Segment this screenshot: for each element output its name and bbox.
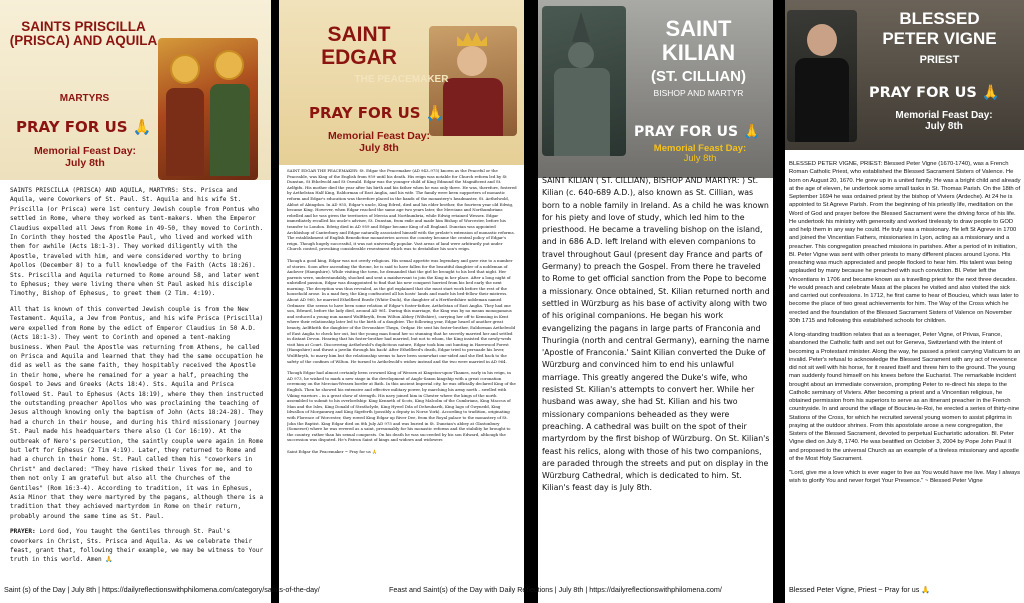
panel1-para1: SAINTS PRISCILLA (PRISCA) AND AQUILA, MARTYRS: Sts. Prisca and Aquila, were Coworkers of St. Paul. St. Aquila and his wife St. Priscilla (or Prisca) were 1st century Jewish couple from Pontus who settled in Rome, where they worked as tent-makers. When the Emperor Claudius expelled all Jews from Rome in 49-50, they moved to Corinth. In Corinth they hosted the Apostle Paul, who lived and worked with them for awhile (Acts 18:1-3). They worked diligently with the Apostle, traveled with him, and were considered worthy to bring Apollos (December 8) to a full knowledge of the Faith (Acts 18:26). Sts. Priscilla and Aquila returned to Rome around 58, and later went to Ephesus; they were living there when St Paul asked his disciple Timothy, Bishop of Ephesus, to greet them (2 Tim. 4:19). bbox=[10, 187, 264, 298]
panel3-title-line1: SAINT bbox=[665, 16, 732, 41]
hero-image-edgar bbox=[279, 0, 524, 165]
panel3-body bbox=[542, 175, 770, 580]
panel1-footer: Saint (s) of the Day | July 8th | https://dailyreflectionswithphilomena.com/category/saints-of-the-day/ bbox=[4, 585, 320, 594]
panel3-feast-line1: Memorial Feast Day: bbox=[653, 143, 747, 154]
panel1-feast-line2: July 8th bbox=[65, 156, 105, 169]
panel3-title-line3: (ST. CILLIAN) bbox=[651, 68, 746, 85]
panel-edgar bbox=[279, 0, 524, 582]
kilian-statue-image bbox=[542, 6, 626, 156]
panel3-feast-line2: July 8th bbox=[683, 153, 717, 165]
panel2-feast-line1: Memorial Feast Day: bbox=[327, 130, 431, 142]
panel2-para1: SAINT EDGAR THE PEACEMAKER: St. Edgar the Peacemaker (AD 943–975) known as the Peaceful or the Peaceable, was King of the English from 959 until his death. His reign was notable for Church reform led by St Dunstan, St Ethelwold and St Oswald. Edgar was the younger child of King Edmund the Magnificent and St. Aelfgifu. His mother died the year after his birth and his father when he was only three. He was, therefore, fostered by Aethelstan Half King, Ealdorman of East Anglia, and his wife. The family were keen supporters of monastic reform and Edgar's education was therefore placed in the hands of the monastery's headmaster, St. Aethelwold, Abbot of Abingdon. In AD 955, Edgar's uncle, King Edred, died and his elder brother, the fourteen year old Edwig, became King. However, when Edgar reached the same age two years later, the Mercians and Northumbrians rebelled and he was given the territories of Mercia and Northumbria, while Edwig retained Wessex. Edgar immediately recalled his uncle's adviser, St. Dunstan, from exile and made him Bishop of Worcester, before his transfer to London. Edwig died in AD 959 and Edgar became King of all England. Dunstan was appointed Archbishop of Canterbury and Edgar naturally associated himself with the prelate's extension of monastic reforms. The establishment of English Benedictine monasteries across the country became the central policy of Edgar's reign. Though hugely successful, it was not universally popular. Vast areas of land were arbitrarily put under Church control, provoking considerable resentment which was to destabilize his son's reign. bbox=[287, 168, 517, 252]
panel1-title: SAINTS PRISCILLA (PRISCA) AND AQUILA bbox=[9, 19, 158, 48]
panel4-subtitle: PRIEST bbox=[919, 54, 960, 66]
panel1-feast bbox=[10, 146, 160, 169]
hero-image-kilian bbox=[538, 0, 773, 178]
panel3-feast bbox=[630, 144, 770, 165]
panel2-para3: Though Edgar had almost certainly been crowned King of Wessex at Kingston-upon-Thames, early in his reign, in AD 973, he wished to mark a new stage in the development of Anglo-Saxon kingship with a great coronation ceremony on the Mercian-Wessex border at Bath. In this ancient Imperial city, he was officially declared King of the English. Then he showed his extensive and effective military power, by marching his army north – swelled with Viking warriors – in a great show of strength. His navy joined him in Chester where the kings of the north assembled to submit to his overlordship: King Kenneth of Scots, King Malcolm of the Cumbrians, King Maccus of Man and the Isles, King Donald of Strathclyde, King Hywel Dda of Deheubarth, King Iago of Gwynedd, King Idwallon of Morgannwg and King Sigeferth (possibly a deputy in Norse York). According to tradition, originating with Florence of Worcester, they rowed King Edgar up River Dee, from the Royal palace to the monastery of St. John the Baptist. King Edgar died on 8th July AD 975 and was buried in St. Dunstan's abbey at Glastonbury (Somerset) where he was revered as a saint, presumably for his monastic reforms and the stability he brought to the country, rather than his sexual conquests. On his death he was succeeded by his son Edward, although the succession was disputed. He's Patron Saint of kings and widows and widowers bbox=[287, 370, 516, 443]
panel3-title-line2: KILIAN bbox=[661, 40, 736, 65]
panel4-feast-line1: Memorial Feast Day: bbox=[895, 110, 993, 121]
panel4-pray: PRAY FOR US 🙏 bbox=[869, 85, 1000, 101]
panel4-para2: A long-standing tradition relates that as a teenager, Peter Vigne, of Privas, France, abandoned the Catholic faith and set out for Geneva, Switzerland with the intent of becoming a Protestant minister. Along the way, he passed a priest carrying Viaticum to an invalid. Peter's refusal to acknowledge the Blessed Sacrament with any act of reverence did not sit well with his horse, for it reared itself and threw him to the ground. The young man suddenly found himself on his knees before the Eucharist. The remarkable incident brought about an immediate conversion, prompting Peter to re-direct his steps to the Catholic seminary of Viviers. After becoming a priest and a Vincentian religious, he obtained permission from his superiors to serve as an itinerant preacher in the French countryside. In and around the village of Boucieu-le-Roi, he erected a series of thirty-nine Stations of the Cross, for which he recruited several young women to assist pilgrims in praying at the outdoor shrines. From this apostolate arose a new congregation, the Sisters of the Blessed Sacrament, devoted to perpetual Eucharistic adoration. Bl. Peter Vigne died on July 8, 1740. He was beatified on October 3, 2004 by Pope John Paul II and proposed to the universal Church as an example of a tireless missionary and apostle of the Most Holy Sacrament. bbox=[789, 332, 1021, 462]
panel3-para: SAINT KILIAN ( ST. CILLIAN), BISHOP AND MARTYR: ) St. Kilian (c. 640-689 A.D.), also known as St. Cillian, was born to a noble family in Ireland. As a child he was known for his piety and love of study, which led him to the priesthood. He became a traveling bishop on the island, and in 686 A.D. left Ireland with eleven companions to travel throughout Gaul (present day France and parts of Germany) to preach the Gospel. From there he traveled to Rome to get official sanction from the Pope to become a missionary. Once obtained, St. Kilian returned north and settled in Würzburg as his base of activity along with two of his original companions. He began his work evangelizing the pagans in large parts of Franconia and Thuringia (north and central Germany), earning the name 'Apostle of Franconia.' Saint Kilian converted the Duke of Würzburg and convinced him to end his unlawful marriage. This greatly angered the Duke's wife, who resisted St. Kilian's attempts to convert her. While her husband was away, she had St. Kilian and his two missionary companions beheaded as they were preaching. A cathedral was built on the spot of their martyrdom by the first bishop of Würzburg. On St. Kilian's feast his relics, along with those of his two companions, are paraded through the streets and put on display in the Würzburg Cathedral, which is dedicated to him. St. Kilian's feast day is July 8th. bbox=[542, 176, 770, 493]
panel1-feast-line1: Memorial Feast Day: bbox=[33, 145, 137, 157]
panel1-subtitle: MARTYRS bbox=[59, 93, 110, 104]
saints-icon-painting bbox=[158, 38, 258, 180]
panel-kilian bbox=[538, 0, 773, 582]
panel4-title-line1: BLESSED bbox=[899, 9, 980, 28]
panel4-title-line2: PETER VIGNE bbox=[882, 29, 997, 48]
panel1-para2: All that is known of this converted Jewish couple is from the New Testament. Aquila, a Jew from Pontus, and his wife Prisca (Priscilla) were expelled from Rome by the edict of Emperor Claudius in 50 A.D. (Acts 18:1-3). They went to Corinth and opened a tent-making business. When Paul the Apostle was returning from Athens, he called on Prisca and Aquila and learned that they had the same occupation he did as well as the same faith, they hospitably received the Apostle in their home, where he remained for a year a half, preaching the Gospel to Jews and Greeks (Acts 18:4). Sts. Aquila and Prisca followed St. Paul to Ephesus (Acts 18:19), where they then instructed the outstanding preacher Apollos who was proclaiming the teaching of Jesus although knowing only the baptism of John (Acts 18:24-28). They had a church in their house, and during his third missionary journey St. Paul made his headquarters there also (1 Cor 16:19). At the outbreak of Nero's persecution, the saintly couple were again in Rome but left for Ephesus (2 Tim 4:19). Later, they returned to Rome and had a church in their home. St. Paul called them his "coworkers in Christ" and declared: "They have risked their lives for me, and to them not only I am grateful but also all the Churches of the Gentiles" (Rom 16:3-4). According to tradition, it was in Ephesus, Asia Minor that they were martyred by the pagans, although there is a tradition that they achieved martyrdom in Rome on their return, probably around the same time as St. Paul. bbox=[10, 305, 264, 520]
panel2-title-line3: THE PEACEMAKER bbox=[354, 74, 449, 85]
panel2-closing: Saint Edgar the Peacemaker ~ Pray for us 🙏 bbox=[287, 448, 377, 454]
panel4-quote: "Lord, give me a love which is ever eager to live as You would have me live. May I always wish to glorify You and never forget Your Presence." ~ Blessed Peter Vigne bbox=[789, 470, 1021, 485]
panel4-feast bbox=[865, 110, 1023, 132]
panel1-prayer bbox=[10, 527, 266, 565]
divider-strip-3 bbox=[773, 0, 785, 603]
panel3-footer: Feast and Saint(s) of the Day with Daily Reflections | July 8th | https://dailyreflectionswithphilomena.com/ bbox=[389, 585, 722, 594]
panel-peter-vigne bbox=[785, 0, 1024, 582]
panel4-para1: BLESSED PETER VIGNE, PRIEST: Blessed Peter Vigne (1670-1740), was a French Roman Catholic Priest, who established the Blessed Sacrament Sisters of Valence. He born on August 20, 1670. He grew up in a united family. He was a bright child and already at the age of eleven, he undertook some small tasks in St. Thomas Parish. On the 18th of September 1694 he was ordained priest by the bishop of Viviers (Ardeche). At 24 he is appointed to St Agreve Parish. From the beginning of his priestly life, meditation on the Word of God and prayer before the Blessed Sacrament were the driving force of his life. He undertook his ministry with generosity and worked tirelessly to draw people to GOD and help them in any way he could. He truly was a missionary. He left St Agreve in 1700 and joined the Vincentian Fathers, missionaries in Lyon, acting as a missionary and a preacher. This congregation preached missions in parishes. After a period of in initiation, Bl. Peter Vigne was sent with other priests to many different places around Lyons. His preaching was much appreciated and people flocked to hear him. His talent was being applauded by many because he preached with such conviction. Bl. Peter left the Vincentians in 1706 and became known as a travelling priest for the next three decades. He would preach and celebrate Mass at the places he visited and also visited the sick and carried out confessions. In 1712, he first came to hear of Boucieu, which was later to become the place of two great achievements for him. The Way of the Cross which he erected and the foundation of the Blessed Sacrament Sisters of Valence on November 30th 1715 and following this established schools for children. bbox=[789, 161, 1021, 324]
peter-vigne-portrait bbox=[787, 10, 857, 142]
panel4-body bbox=[789, 160, 1021, 580]
panel4-footer: Blessed Peter Vigne, Priest ~ Pray for us 🙏 bbox=[789, 585, 931, 594]
divider-strip-1 bbox=[271, 0, 279, 603]
panel3-subtitle: BISHOP AND MARTYR bbox=[653, 88, 744, 98]
panel2-body bbox=[287, 168, 517, 580]
hero-image-priscilla-aquila bbox=[0, 0, 271, 180]
panel1-pray: PRAY FOR US 🙏 bbox=[16, 118, 152, 136]
panel2-pray: PRAY FOR US 🙏 bbox=[309, 104, 445, 122]
divider-strip-2 bbox=[524, 0, 538, 603]
panel-priscilla-aquila bbox=[0, 0, 271, 582]
panel1-prayer-label: PRAYER: bbox=[10, 528, 36, 536]
panel1-body bbox=[10, 186, 266, 581]
panel1-prayer-text: Lord God, You taught the Gentiles through St. Paul's coworkers in Christ, Sts. Prisca and Aquila. As we celebrate their feast, grant that, following their example, we may be witness to Your truth in this world. Amen 🙏 bbox=[10, 528, 264, 564]
panel2-para2: Though a good king, Edgar was not overly religious. His sexual appetite was legendary and gave rise to a number of stories. Soon after ascending the throne, he is said to have fallen for the beautiful daughter of a nobleman of Andover (Hampshire). While visiting the town, he demanded that the girl be brought to his bed that night. Her parents were, understandably, shocked and sent a maidservant to join the King in her place. After a long night of unbridled passion, Edgar was disappointed to find that his new conquest hurried from his bed early the next morning. The deception was thus revealed, as the girl explained that she must start work before the rest of the household arose. In a mad fury, the King confiscated all his hosts' lands and made his bed-fellow their mistress. About AD 960, he married Ethelfleed Enede (White-Duck), the daughter of a Hertfordshire nobleman named Ordmaer. She seems to have been some relation of Edgar's foster-father, Aethelstan of East Anglia. They had one son, Edward, before the lady died, around AD 961. During this marriage, the King was by no means monogamous and seduced a young nun named Wulfthryth, from Wilton Abbey (Wiltshire), carrying her off to Kemsing in Kent where their relationship later led to the birth of a daughter. The following year, Edgar heard of another great beauty, Aelfthrith the daughter of the Devonshire Thegn, Ordgar. He sent his foster-brother, Ealdorman Aethelwold of East Anglia to check her out, but the young man found her so stunning that he secretly married her and settled in distant Devon. Hearing that his foster-brother had married, but not to whom, the King insisted the newly-weds visit him at Court. Discovering Aethelwold's duplicitous nature, Edgar took him out hunting in Harewood Forest (Hampshire) and thrust a javelin through his back! After Ethelfleed's death, Edgar tried to persuade his lover, Wulfthryth, to marry him but the relationship seems to have been somewhat one-sided and she fled back to the safety of the confines of Wilton. He turned to Aethelwold's widow instead and the two were married in AD 964. bbox=[287, 257, 516, 364]
panel2-title-line1: SAINT bbox=[327, 23, 391, 46]
panel3-pray: PRAY FOR US 🙏 bbox=[634, 124, 761, 140]
panel4-feast-line2: July 8th bbox=[925, 121, 963, 132]
panel2-feast bbox=[299, 131, 459, 154]
hero-image-peter-vigne bbox=[785, 0, 1024, 150]
panel2-feast-line2: July 8th bbox=[359, 141, 399, 154]
panel2-title-line2: EDGAR bbox=[321, 46, 397, 69]
